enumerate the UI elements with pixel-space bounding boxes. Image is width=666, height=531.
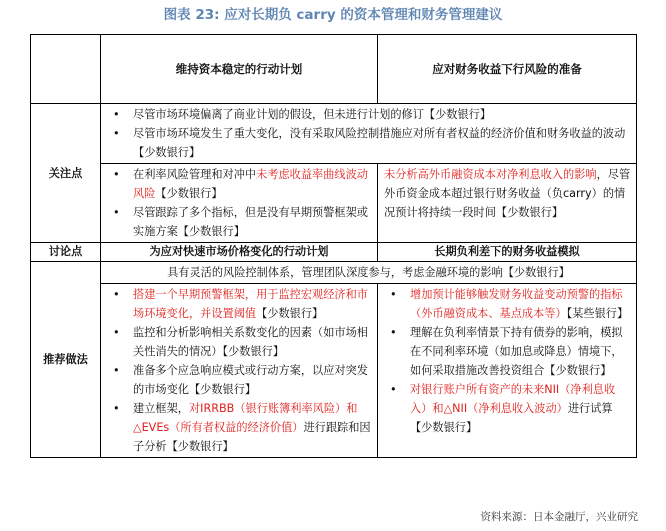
highlight-text: 增加预计能够触发财务收益变动预警的指标（外币融资成本、基点成本等） bbox=[410, 288, 623, 320]
recommend-right-cell bbox=[378, 284, 637, 458]
bullet-item: • 建立框架，对IRRBB（银行账簿利率风险）和△EVEs（所有者权益的经济价值）进行跟踪和因子分析【少数银行】 bbox=[109, 399, 371, 456]
recommend-row-common bbox=[31, 262, 637, 284]
col-header-capital: 维持资本稳定的行动计划 bbox=[101, 35, 378, 104]
focus-right-text: 未分析高外币融资成本对净利息收入的影响，尽管外币资金成本超过银行财务收益（负carry）的情况预计将持续一段时间【少数银行】 bbox=[384, 168, 631, 219]
bullet-item: • 理解在负利率情景下持有债券的影响，模拟在不同利率环境（如加息或降息）情境下，如何采取措施改善投资组合【少数银行】 bbox=[386, 323, 630, 380]
highlight-text: 搭建一个早期预警框架，用于监控宏观经济和市场环境变化，并设置阈值 bbox=[133, 288, 368, 320]
recommend-left-list bbox=[101, 284, 377, 457]
recommendation-table bbox=[30, 34, 637, 458]
bullet-item: • 对银行账户所有资产的未来NII（净利息收入）和△NII（净利息收入波动）进行试算【少数银行】 bbox=[386, 380, 630, 437]
recommend-common-cell bbox=[101, 262, 637, 284]
bullet-item: • 搭建一个早期预警框架，用于监控宏观经济和市场环境变化，并设置阈值【少数银行】 bbox=[109, 285, 371, 323]
focus-row-common bbox=[31, 104, 637, 164]
recommend-right-list bbox=[378, 284, 636, 438]
bullet-item: • 增加预计能够触发财务收益变动预警的指标（外币融资成本、基点成本等）【某些银行】 bbox=[386, 285, 630, 323]
row-label-discussion: 讨论点 bbox=[31, 243, 101, 262]
focus-left-cell bbox=[101, 164, 378, 243]
focus-row-split bbox=[31, 164, 637, 243]
highlight-text: 对IRRBB（银行账簿利率风险）和△EVEs（所有者权益的经济价值） bbox=[133, 402, 358, 434]
focus-right-cell bbox=[378, 164, 637, 243]
row-label-recommend: 推荐做法 bbox=[31, 262, 101, 458]
corner-cell bbox=[31, 35, 101, 104]
source-note: 资料来源：日本金融厅，兴业研究 bbox=[480, 511, 638, 523]
bullet-item: • 尽管跟踪了多个指标，但是没有早期预警框架或实施方案【少数银行】 bbox=[109, 203, 371, 241]
discussion-row bbox=[31, 243, 637, 262]
recommend-common-text: 具有灵活的风险控制体系，管理团队深度参与，考虑金融环境的影响【少数银行】 bbox=[167, 266, 570, 279]
highlight-text: 对银行账户所有资产的未来NII（净利息收入）和△NII（净利息收入波动） bbox=[410, 383, 616, 415]
figure-title: 图表 23: 应对长期负 carry 的资本管理和财务管理建议 bbox=[163, 7, 503, 23]
recommend-row-split bbox=[31, 284, 637, 458]
bullet-item: • 监控和分析影响相关系数变化的因素（如市场相关性消失的情况）【少数银行】 bbox=[109, 323, 371, 361]
row-label-focus: 关注点 bbox=[31, 104, 101, 243]
focus-common-cell bbox=[101, 104, 637, 164]
bullet-item: • 准备多个应急响应模式或行动方案，以应对突发的市场变化【少数银行】 bbox=[109, 361, 371, 399]
highlight-text: 未考虑收益率曲线波动风险 bbox=[133, 168, 368, 200]
bullet-item: • 尽管市场环境发生了重大变化，没有采取风险控制措施应对所有者权益的经济价值和财务收益的波动【少数银行】 bbox=[109, 124, 630, 162]
header-row bbox=[31, 35, 637, 104]
col-header-finance: 应对财务收益下行风险的准备 bbox=[378, 35, 637, 104]
focus-common-list bbox=[101, 104, 636, 163]
recommend-left-cell bbox=[101, 284, 378, 458]
bullet-item: • 在利率风险管理和对冲中未考虑收益率曲线波动风险【少数银行】 bbox=[109, 165, 371, 203]
discussion-right: 长期负利差下的财务收益模拟 bbox=[378, 243, 637, 262]
focus-left-list bbox=[101, 164, 377, 242]
bullet-item: • 尽管市场环境偏离了商业计划的假设，但未进行计划的修订【少数银行】 bbox=[109, 105, 630, 124]
discussion-left: 为应对快速市场价格变化的行动计划 bbox=[101, 243, 378, 262]
